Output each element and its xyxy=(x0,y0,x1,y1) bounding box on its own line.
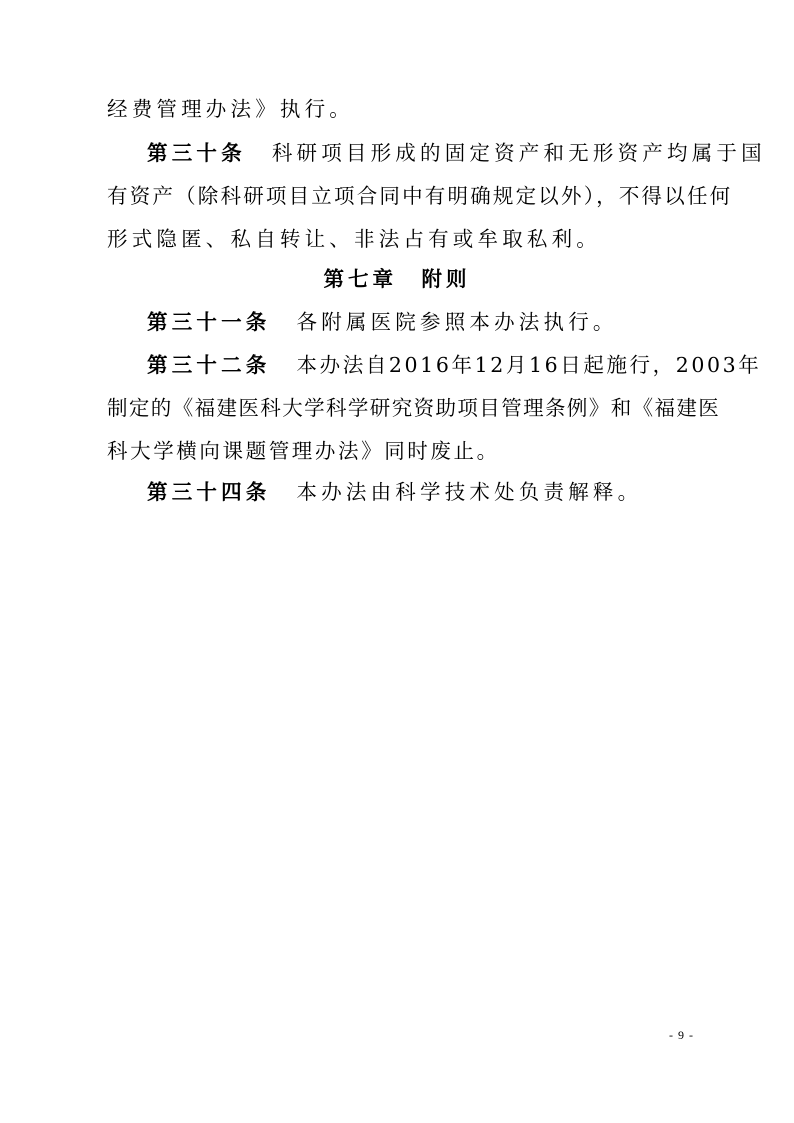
article-30-line-2 xyxy=(107,182,732,210)
text-line: 制定的《福建医科大学科学研究资助项目管理条例》和《福建医 xyxy=(107,396,721,420)
article-30-line-3 xyxy=(107,225,601,253)
article-32 xyxy=(147,351,761,379)
article-30 xyxy=(147,139,766,167)
article-34 xyxy=(147,478,642,506)
chapter-heading: 第七章 附则 xyxy=(323,267,471,291)
text-line: 本办法自2016年12月16日起施行，2003年 xyxy=(296,353,762,377)
text-line: 形式隐匿、私自转让、非法占有或牟取私利。 xyxy=(107,227,601,251)
text-line: 科大学横向课题管理办法》同时废止。 xyxy=(107,439,500,463)
text-line: 各附属医院参照本办法执行。 xyxy=(296,310,618,334)
text-line: 科研项目形成的固定资产和无形资产均属于国 xyxy=(271,141,766,165)
article-heading: 第三十二条 xyxy=(147,353,271,377)
article-heading: 第三十一条 xyxy=(147,310,271,334)
article-31 xyxy=(147,308,618,336)
article-32-line-3 xyxy=(107,437,500,465)
paragraph-continuation xyxy=(107,95,354,123)
text-line: 本办法由科学技术处负责解释。 xyxy=(296,480,643,504)
text-line: 经费管理办法》执行。 xyxy=(107,97,354,121)
article-32-line-2 xyxy=(107,394,720,422)
page-number: - 9 - xyxy=(669,1028,694,1042)
article-heading: 第三十四条 xyxy=(147,480,271,504)
article-heading: 第三十条 xyxy=(147,141,246,165)
text-line: 有资产（除科研项目立项合同中有明确规定以外），不得以任何 xyxy=(107,184,733,208)
